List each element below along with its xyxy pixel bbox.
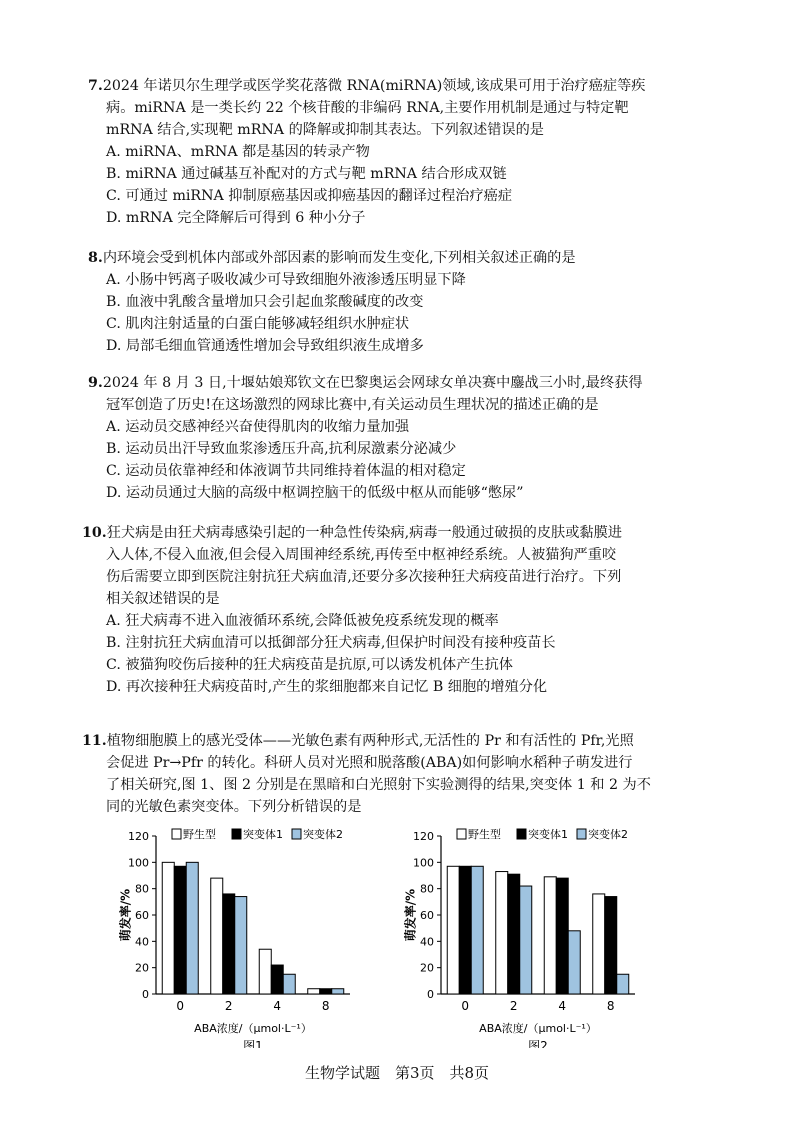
option-a: A. 运动员交感神经兴奋使得肌肉的收缩力量加强 [106, 419, 410, 435]
bar-突变体2 [520, 886, 532, 994]
question-stem-line: 相关叙述错误的是 [106, 591, 220, 607]
bar-野生型 [259, 949, 271, 994]
option-c: C. 肌肉注射适量的白蛋白能够减轻组织水肿症状 [106, 316, 410, 332]
option-b: B. 运动员出汗导致血浆渗透压升高,抗利尿激素分泌减少 [106, 441, 457, 457]
bar-突变体2 [235, 897, 247, 994]
y-tick-label: 20 [135, 961, 149, 975]
question-stem-line: 病。miRNA 是一类长约 22 个核苷酸的非编码 RNA,主要作用机制是通过与特定靶 [106, 100, 629, 116]
question-number: 8. [88, 250, 103, 266]
bar-突变体2 [283, 974, 295, 994]
bar-野生型 [211, 878, 223, 994]
question-8 [88, 247, 788, 357]
question-number: 10. [82, 525, 107, 541]
x-axis-label: ABA浓度/（μmol·L⁻¹） [479, 1022, 597, 1035]
y-tick-label: 100 [128, 856, 149, 870]
bar-野生型 [308, 989, 320, 994]
legend-swatch [292, 829, 301, 839]
option-d: D. 运动员通过大脑的高级中枢调控脑干的低级中枢从而能够“憋尿” [106, 485, 524, 501]
bar-野生型 [593, 894, 605, 994]
option-a: A. 小肠中钙离子吸收减少可导致细胞外液渗透压明显下降 [106, 272, 466, 288]
bar-突变体1 [223, 894, 235, 994]
bar-突变体1 [508, 874, 520, 994]
y-axis-label: 萌发率/% [403, 888, 418, 942]
bar-突变体1 [174, 866, 186, 994]
question-11 [82, 730, 782, 818]
question-number: 7. [88, 78, 103, 94]
option-d: D. mRNA 完全降解后可得到 6 种小分子 [106, 210, 366, 226]
bar-突变体1 [605, 897, 617, 994]
bar-chart-2 [403, 826, 653, 1048]
y-tick-label: 80 [135, 882, 149, 896]
legend-swatch [457, 829, 466, 839]
legend-label: 野生型 [183, 828, 216, 841]
legend-swatch [577, 829, 586, 839]
y-tick-label: 0 [142, 988, 149, 1001]
option-a: A. 狂犬病毒不进入血液循环系统,会降低被免疫系统发现的概率 [106, 613, 499, 629]
option-d: D. 局部毛细血管通透性增加会导致组织液生成增多 [106, 338, 424, 354]
legend-label: 突变体1 [243, 828, 283, 841]
x-tick-label: 2 [509, 999, 518, 1013]
question-number: 9. [88, 375, 103, 391]
question-stem-line: 2024 年诺贝尔生理学或医学奖花落微 RNA(miRNA)领域,该成果可用于治疗癌症等疾 [102, 78, 646, 94]
option-a: A. miRNA、mRNA 都是基因的转录产物 [106, 144, 370, 160]
question-stem-line: 入人体,不侵入血液,但会侵入周围神经系统,再传至中枢神经系统。人被猫狗严重咬 [106, 547, 617, 563]
question-stem-line: 狂犬病是由狂犬病毒感染引起的一种急性传染病,病毒一般通过破损的皮肤或黏膜进 [106, 525, 622, 541]
bar-野生型 [447, 866, 459, 994]
y-tick-label: 0 [427, 988, 434, 1001]
bar-突变体2 [617, 974, 629, 994]
question-number: 11. [82, 733, 107, 749]
x-tick-label: 0 [176, 999, 185, 1013]
question-stem-line: 会促进 Pr→Pfr 的转化。科研人员对光照和脱落酸(ABA)如何影响水稻种子萌发进行 [106, 755, 633, 771]
figure-caption: 图1 [243, 1039, 263, 1048]
question-stem-line: 同的光敏色素突变体。下列分析错误的是 [106, 799, 362, 815]
question-stem-line: mRNA 结合,实现靶 mRNA 的降解或抑制其表达。下列叙述错误的是 [106, 122, 544, 138]
bar-突变体2 [332, 989, 344, 994]
bar-突变体2 [186, 862, 198, 994]
y-tick-label: 60 [420, 909, 434, 922]
bar-chart-1 [118, 826, 368, 1048]
y-tick-label: 20 [420, 961, 434, 975]
y-tick-label: 100 [413, 856, 434, 870]
question-7 [88, 75, 788, 229]
legend-label: 野生型 [468, 828, 501, 841]
question-9 [88, 372, 788, 504]
bar-突变体1 [556, 878, 568, 994]
option-b: B. 血液中乳酸含量增加只会引起血浆酸碱度的改变 [106, 294, 424, 310]
question-stem-line: 冠军创造了历史!在这场激烈的网球比赛中,有关运动员生理状况的描述正确的是 [106, 397, 599, 413]
x-tick-label: 2 [224, 999, 233, 1013]
bar-突变体1 [320, 989, 332, 994]
option-c: C. 被猫狗咬伤后接种的狂犬病疫苗是抗原,可以诱发机体产生抗体 [106, 657, 513, 673]
legend-label: 突变体2 [303, 828, 343, 841]
option-d: D. 再次接种狂犬病疫苗时,产生的浆细胞都来自记忆 B 细胞的增殖分化 [106, 679, 548, 695]
legend-swatch [232, 829, 241, 839]
bar-突变体2 [471, 866, 483, 994]
x-tick-label: 8 [321, 999, 330, 1013]
question-10 [82, 522, 782, 698]
option-b: B. miRNA 通过碱基互补配对的方式与靶 mRNA 结合形成双链 [106, 166, 507, 182]
bar-突变体1 [459, 866, 471, 994]
option-c: C. 运动员依靠神经和体液调节共同维持着体温的相对稳定 [106, 463, 466, 479]
y-tick-label: 60 [135, 909, 149, 922]
legend-label: 突变体2 [588, 828, 628, 841]
x-tick-label: 4 [273, 999, 282, 1013]
x-tick-label: 8 [606, 999, 615, 1013]
chart-figure-2 [403, 826, 653, 1052]
option-c: C. 可通过 miRNA 抑制原癌基因或抑癌基因的翻译过程治疗癌症 [106, 188, 513, 204]
option-b: B. 注射抗狂犬病血清可以抵御部分狂犬病毒,但保护时间没有接种疫苗长 [106, 635, 556, 651]
question-stem-line: 内环境会受到机体内部或外部因素的影响而发生变化,下列相关叙述正确的是 [102, 250, 576, 266]
x-tick-label: 4 [558, 999, 567, 1013]
bar-野生型 [162, 862, 174, 994]
question-stem-line: 植物细胞膜上的感光受体——光敏色素有两种形式,无活性的 Pr 和有活性的 Pfr,光照 [106, 733, 634, 749]
y-tick-label: 120 [413, 830, 434, 843]
question-stem-line: 伤后需要立即到医院注射抗狂犬病血清,还要分多次接种狂犬病疫苗进行治疗。下列 [106, 569, 622, 585]
page-footer: 生物学试题 第3页 共8页 [304, 1064, 490, 1082]
question-stem-line: 了相关研究,图 1、图 2 分别是在黑暗和白光照射下实验测得的结果,突变体 1 和 2 为不 [106, 777, 651, 793]
x-axis-label: ABA浓度/（μmol·L⁻¹） [194, 1022, 312, 1035]
x-tick-label: 0 [461, 999, 470, 1013]
legend-swatch [517, 829, 526, 839]
y-tick-label: 80 [420, 882, 434, 896]
legend-label: 突变体1 [528, 828, 568, 841]
bar-突变体1 [271, 965, 283, 994]
chart-figure-1 [118, 826, 368, 1052]
y-axis-label: 萌发率/% [118, 888, 133, 942]
y-tick-label: 40 [420, 935, 434, 949]
y-tick-label: 40 [135, 935, 149, 949]
legend-swatch [172, 829, 181, 839]
bar-野生型 [496, 872, 508, 994]
y-tick-label: 120 [128, 830, 149, 843]
figure-caption: 图2 [528, 1039, 548, 1048]
bar-突变体2 [568, 931, 580, 994]
bar-野生型 [544, 877, 556, 994]
question-stem-line: 2024 年 8 月 3 日,十堰姑娘郑钦文在巴黎奥运会网球女单决赛中鏖战三小时,最终获得 [102, 375, 643, 391]
